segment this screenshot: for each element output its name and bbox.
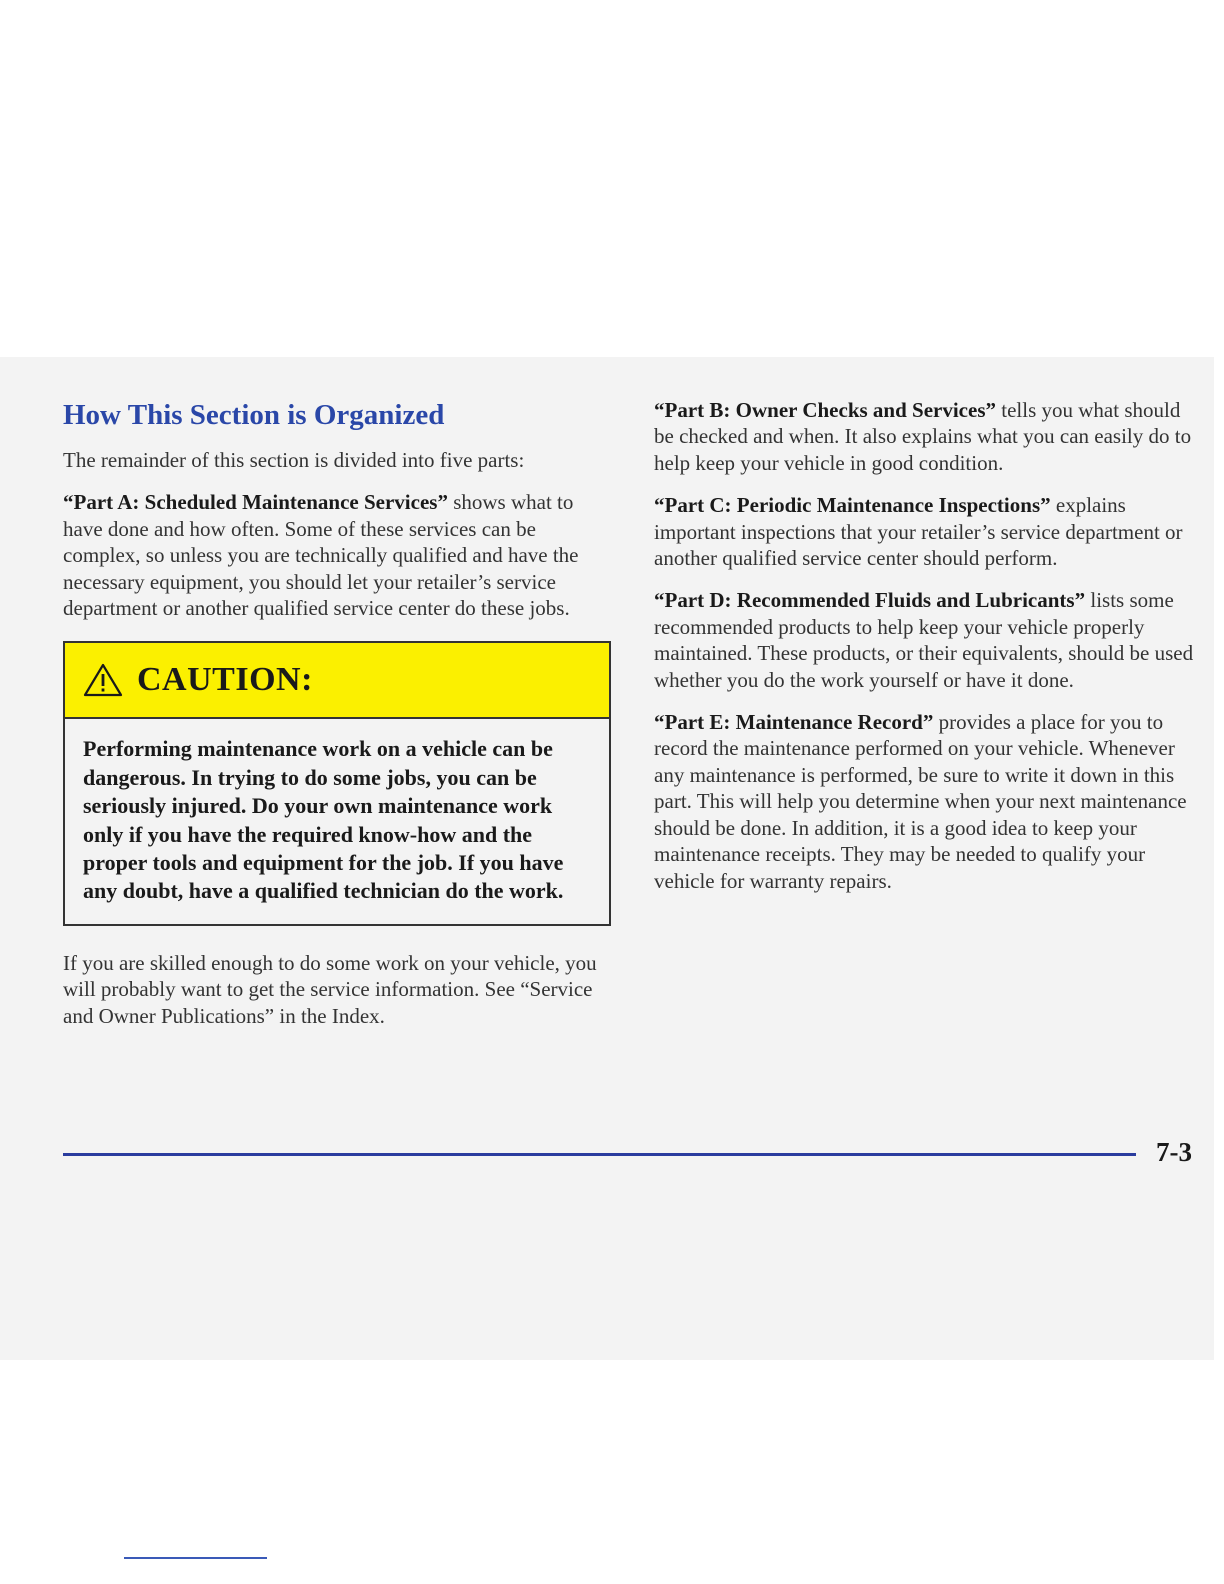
section-intro: The remainder of this section is divided into five parts: (63, 448, 525, 472)
caution-box (63, 641, 611, 925)
part-c-paragraph (654, 492, 1199, 571)
part-a-text: shows what to have done and how often. Some of these services can be complex, so unless you are technically qualified and have the necessary equipment, you should let your retailer’s service department or another qualified service center do these jobs. (63, 490, 579, 621)
bottom-underline (124, 1557, 267, 1559)
caution-title: CAUTION: (137, 661, 313, 699)
part-c-text: explains important inspections that your retailer’s service department or another qualified service center should perform. (654, 493, 1183, 571)
part-b-paragraph (654, 397, 1199, 476)
manual-page (0, 357, 1214, 1360)
section-title: How This Section is Organized (63, 399, 445, 431)
part-a-name: “Part A: Scheduled Maintenance Services” (63, 490, 448, 515)
part-a-paragraph (63, 489, 618, 621)
page-number: 7-3 (1156, 1137, 1192, 1167)
footer-rule (63, 1153, 1136, 1156)
service-info-paragraph: If you are skilled enough to do some work on your vehicle, you will probably want to get the service information. See “Service and Owner Publications” in the Index. (63, 950, 597, 1028)
part-e-name: “Part E: Maintenance Record” (654, 710, 934, 735)
part-d-text: lists some recommended products to help keep your vehicle properly maintained. These products, or their equivalents, should be used whether you do the work yourself or have it done. (654, 588, 1194, 692)
caution-header (65, 643, 609, 719)
part-e-text: provides a place for you to record the maintenance performed on your vehicle. Whenever any maintenance is performed, be sure to write it down in this part. This will help you determine when your next maintenance should be done. In addition, it is a good idea to keep your maintenance receipts. They may be needed to qualify your vehicle for warranty repairs. (654, 710, 1187, 893)
part-d-paragraph (654, 587, 1199, 693)
part-d-name: “Part D: Recommended Fluids and Lubricants” (654, 588, 1086, 613)
part-e-paragraph (654, 709, 1199, 894)
left-column (63, 397, 618, 1045)
caution-text: Performing maintenance work on a vehicle can be dangerous. In trying to do some jobs, you can be seriously injured. Do your own maintenance work only if you have the required know-how and the proper tools and equipment for the job. If you have any doubt, have a qualified technician do the work. (83, 736, 564, 904)
part-b-text: tells you what should be checked and when. It also explains what you can easily do to help keep your vehicle in good condition. (654, 398, 1192, 475)
right-column (654, 397, 1199, 910)
part-c-name: “Part C: Periodic Maintenance Inspections” (654, 493, 1051, 518)
warning-triangle-icon (83, 663, 123, 697)
part-b-name: “Part B: Owner Checks and Services” (654, 398, 996, 422)
